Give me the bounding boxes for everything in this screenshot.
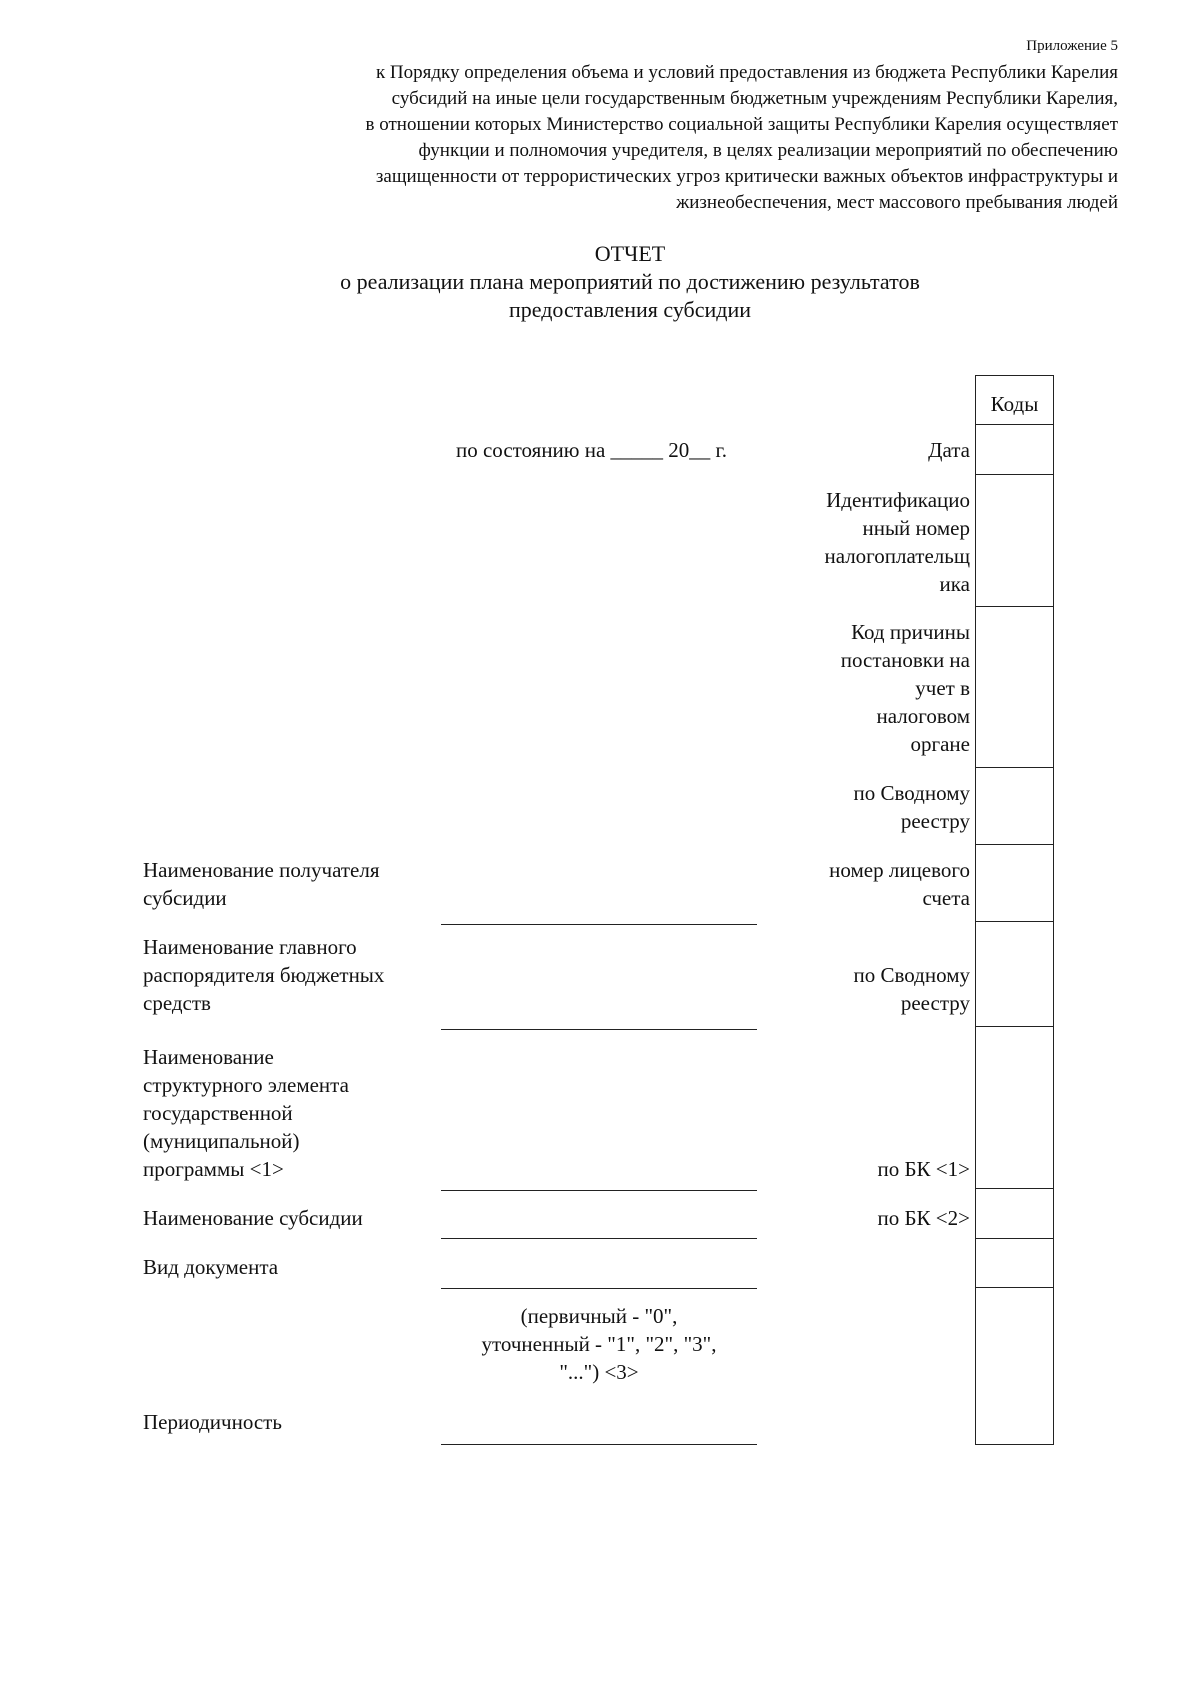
codes-row-divider — [976, 424, 1053, 425]
label-kpp-line: налоговом — [876, 704, 970, 728]
label-periodicity: Периодичность — [143, 1410, 282, 1434]
label-date: Дата — [928, 438, 970, 462]
label-chief-manager-line: распорядителя бюджетных — [143, 963, 385, 987]
codes-row-divider — [976, 474, 1053, 475]
codes-header: Коды — [990, 392, 1039, 416]
chief-manager-field-line[interactable] — [441, 1029, 757, 1030]
approval-line: к Порядку определения объема и условий предоставления из бюджета Республики Карелия — [375, 62, 1118, 83]
label-kpp — [841, 618, 970, 758]
label-document-type: Вид документа — [143, 1255, 279, 1279]
codes-row-divider — [976, 606, 1053, 607]
document-type-note — [441, 1302, 757, 1386]
label-account-number — [829, 856, 970, 912]
appendix-number: Приложение 5 — [1026, 38, 1118, 54]
label-svod-line: реестру — [900, 991, 970, 1015]
approval-line: субсидий на иные цели государственным бюджетным учреждениям Республики Карелия, — [391, 88, 1118, 109]
label-chief-manager — [143, 933, 384, 1017]
codes-row-divider — [976, 767, 1053, 768]
label-kpp-line: органе — [910, 732, 970, 756]
report-subtitle-line-2: предоставления субсидии — [508, 297, 752, 322]
label-svod-registry-2 — [854, 961, 970, 1017]
as-of-date: по состоянию на _____ 20__ г. — [456, 438, 728, 462]
label-recipient — [143, 856, 380, 912]
label-recipient-line: субсидии — [143, 886, 227, 910]
label-svod-line: по Сводному — [853, 781, 970, 805]
label-subsidy-name: Наименование субсидии — [143, 1206, 363, 1230]
label-chief-manager-line: средств — [143, 991, 211, 1015]
label-account-line: счета — [922, 886, 970, 910]
program-element-field-line[interactable] — [441, 1190, 757, 1191]
label-kpp-line: учет в — [915, 676, 970, 700]
approval-line: защищенности от террористических угроз критически важных объектов инфраструктуры и — [375, 166, 1118, 187]
label-inn-line: налогоплательщ — [824, 544, 970, 568]
document-type-note-line: уточненный - "1", "2", "3", — [481, 1332, 717, 1356]
subsidy-name-field-line[interactable] — [441, 1238, 757, 1239]
report-subtitle-line-1: о реализации плана мероприятий по достижению результатов — [340, 269, 920, 294]
label-svod-line: реестру — [900, 809, 970, 833]
approval-line: в отношении которых Министерство социальной защиты Республики Карелия осуществляет — [365, 114, 1118, 135]
document-type-note-line: (первичный - "0", — [520, 1304, 678, 1328]
approval-line: жизнеобеспечения, мест массового пребывания людей — [676, 192, 1118, 213]
approval-line: функции и полномочия учредителя, в целях реализации мероприятий по обеспечению — [418, 140, 1118, 161]
label-program-element — [143, 1043, 349, 1183]
label-account-line: номер лицевого — [829, 858, 970, 882]
label-inn-line: Идентификацио — [826, 488, 970, 512]
codes-table — [975, 375, 1054, 1445]
approval-reference — [198, 60, 1118, 216]
label-program-line: программы <1> — [143, 1157, 284, 1181]
label-svod-registry-1 — [854, 779, 970, 835]
codes-row-divider — [976, 844, 1053, 845]
label-program-line: (муниципальной) — [143, 1129, 300, 1153]
label-kpp-line: постановки на — [840, 648, 970, 672]
codes-row-divider — [976, 1026, 1053, 1027]
label-kpp-line: Код причины — [851, 620, 970, 644]
label-inn-line: нный номер — [862, 516, 970, 540]
codes-row-divider — [976, 1238, 1053, 1239]
label-program-line: государственной — [143, 1101, 293, 1125]
periodicity-field-line[interactable] — [441, 1444, 757, 1445]
document-type-field-line[interactable] — [441, 1288, 757, 1289]
label-bk-2: по БК <2> — [877, 1206, 970, 1230]
label-inn-line: ика — [939, 572, 970, 596]
recipient-field-line[interactable] — [441, 924, 757, 925]
label-svod-line: по Сводному — [853, 963, 970, 987]
label-bk-1: по БК <1> — [877, 1157, 970, 1181]
codes-row-divider — [976, 1188, 1053, 1189]
label-program-line: Наименование — [143, 1045, 274, 1069]
report-title: ОТЧЕТ — [594, 241, 666, 266]
codes-row-divider — [976, 921, 1053, 922]
label-recipient-line: Наименование получателя — [143, 858, 380, 882]
label-program-line: структурного элемента — [143, 1073, 349, 1097]
label-inn — [824, 486, 970, 598]
label-chief-manager-line: Наименование главного — [143, 935, 357, 959]
document-type-note-line: "...") <3> — [559, 1360, 639, 1384]
codes-row-divider — [976, 1287, 1053, 1288]
